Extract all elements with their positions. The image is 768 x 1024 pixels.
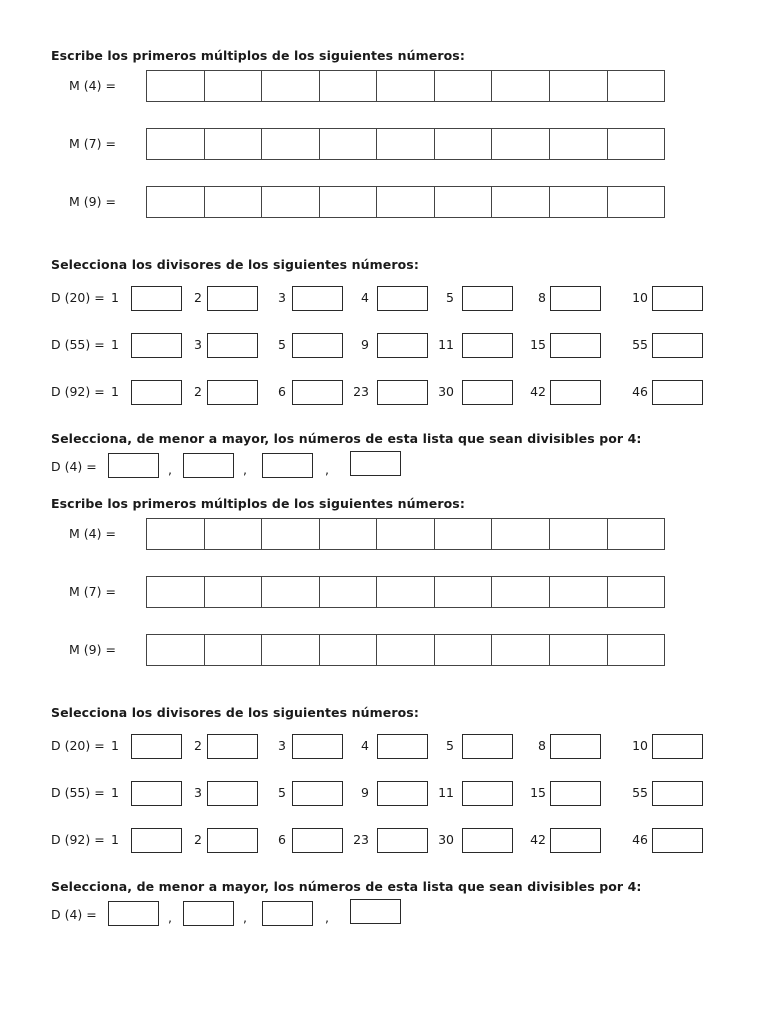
multiples-answer-grid	[146, 128, 665, 160]
answer-cell[interactable]	[147, 635, 205, 665]
answer-cell[interactable]	[205, 519, 263, 549]
separator-comma: ,	[168, 462, 172, 477]
divisible-answer-box[interactable]	[262, 901, 313, 926]
answer-cell[interactable]	[608, 635, 665, 665]
divisor-candidate: 55	[632, 337, 648, 352]
divisor-candidate: 9	[361, 785, 369, 800]
divisor-checkbox[interactable]	[462, 828, 513, 853]
divisor-candidate: 8	[538, 290, 546, 305]
separator-comma: ,	[325, 462, 329, 477]
answer-cell[interactable]	[147, 187, 205, 217]
answer-cell[interactable]	[320, 71, 378, 101]
divisor-checkbox[interactable]	[131, 286, 182, 311]
separator-comma: ,	[325, 910, 329, 925]
divisor-candidate: 9	[361, 337, 369, 352]
divisors-label: D (20) =	[51, 738, 105, 753]
answer-cell[interactable]	[147, 577, 205, 607]
divisor-checkbox[interactable]	[550, 286, 601, 311]
divisors-label: D (92) =	[51, 832, 105, 847]
divisor-checkbox[interactable]	[377, 380, 428, 405]
answer-cell[interactable]	[435, 129, 493, 159]
divisor-checkbox[interactable]	[292, 781, 343, 806]
answer-cell[interactable]	[608, 71, 665, 101]
divisors-instruction: Selecciona los divisores de los siguientes números:	[51, 705, 419, 720]
divisor-checkbox[interactable]	[377, 781, 428, 806]
separator-comma: ,	[243, 462, 247, 477]
answer-cell[interactable]	[435, 577, 493, 607]
multiples-label: M (9) =	[69, 194, 116, 209]
divisor-checkbox[interactable]	[292, 333, 343, 358]
divisor-candidate: 30	[438, 832, 454, 847]
divisor-candidate: 3	[194, 337, 202, 352]
divisor-candidate: 1	[111, 738, 119, 753]
divisible-answer-box[interactable]	[108, 453, 159, 478]
divisor-checkbox[interactable]	[462, 781, 513, 806]
answer-cell[interactable]	[492, 577, 550, 607]
divisor-checkbox[interactable]	[292, 380, 343, 405]
answer-cell[interactable]	[320, 129, 378, 159]
divisor-checkbox[interactable]	[377, 734, 428, 759]
multiples-answer-grid	[146, 634, 665, 666]
divisor-candidate: 1	[111, 337, 119, 352]
divisible-instruction: Selecciona, de menor a mayor, los números de esta lista que sean divisibles por 4:	[51, 431, 642, 446]
answer-cell[interactable]	[147, 129, 205, 159]
answer-cell[interactable]	[205, 129, 263, 159]
divisor-checkbox[interactable]	[377, 286, 428, 311]
answer-cell[interactable]	[205, 187, 263, 217]
multiples-label: M (7) =	[69, 136, 116, 151]
answer-cell[interactable]	[262, 577, 320, 607]
answer-cell[interactable]	[377, 187, 435, 217]
answer-cell[interactable]	[608, 187, 665, 217]
answer-cell[interactable]	[205, 71, 263, 101]
multiples-label: M (4) =	[69, 78, 116, 93]
answer-cell[interactable]	[435, 635, 493, 665]
answer-cell[interactable]	[550, 187, 608, 217]
multiples-answer-grid	[146, 518, 665, 550]
divisor-checkbox[interactable]	[462, 380, 513, 405]
answer-cell[interactable]	[147, 519, 205, 549]
answer-cell[interactable]	[262, 519, 320, 549]
divisor-candidate: 2	[194, 832, 202, 847]
divisor-candidate: 11	[438, 785, 454, 800]
divisor-checkbox[interactable]	[131, 333, 182, 358]
divisor-checkbox[interactable]	[652, 380, 703, 405]
answer-cell[interactable]	[608, 519, 665, 549]
answer-cell[interactable]	[435, 187, 493, 217]
answer-cell[interactable]	[435, 71, 493, 101]
divisor-candidate: 46	[632, 832, 648, 847]
divisor-checkbox[interactable]	[207, 781, 258, 806]
divisor-checkbox[interactable]	[550, 734, 601, 759]
answer-cell[interactable]	[435, 519, 493, 549]
divisor-checkbox[interactable]	[292, 286, 343, 311]
divisor-checkbox[interactable]	[652, 828, 703, 853]
divisible-answer-box[interactable]	[183, 901, 234, 926]
divisor-candidate: 4	[361, 290, 369, 305]
divisor-candidate: 10	[632, 290, 648, 305]
divisor-candidate: 46	[632, 384, 648, 399]
divisors-label: D (55) =	[51, 337, 105, 352]
answer-cell[interactable]	[550, 519, 608, 549]
answer-cell[interactable]	[608, 577, 665, 607]
divisor-checkbox[interactable]	[550, 380, 601, 405]
divisible-label: D (4) =	[51, 459, 97, 474]
divisor-candidate: 55	[632, 785, 648, 800]
divisor-checkbox[interactable]	[550, 333, 601, 358]
divisible-answer-box[interactable]	[262, 453, 313, 478]
divisible-answer-box[interactable]	[108, 901, 159, 926]
answer-cell[interactable]	[377, 577, 435, 607]
divisor-candidate: 30	[438, 384, 454, 399]
answer-cell[interactable]	[492, 187, 550, 217]
answer-cell[interactable]	[608, 129, 665, 159]
divisor-checkbox[interactable]	[652, 781, 703, 806]
divisor-checkbox[interactable]	[462, 286, 513, 311]
divisor-candidate: 6	[278, 832, 286, 847]
answer-cell[interactable]	[492, 129, 550, 159]
answer-cell[interactable]	[550, 71, 608, 101]
answer-cell[interactable]	[205, 635, 263, 665]
divisor-candidate: 42	[530, 832, 546, 847]
answer-cell[interactable]	[492, 635, 550, 665]
divisor-candidate: 5	[278, 337, 286, 352]
divisor-candidate: 11	[438, 337, 454, 352]
answer-cell[interactable]	[320, 519, 378, 549]
answer-cell[interactable]	[550, 129, 608, 159]
divisor-checkbox[interactable]	[462, 734, 513, 759]
divisor-candidate: 42	[530, 384, 546, 399]
multiples-answer-grid	[146, 576, 665, 608]
divisor-checkbox[interactable]	[652, 734, 703, 759]
answer-cell[interactable]	[550, 577, 608, 607]
divisor-checkbox[interactable]	[207, 828, 258, 853]
divisors-label: D (20) =	[51, 290, 105, 305]
divisor-candidate: 1	[111, 290, 119, 305]
divisor-candidate: 5	[278, 785, 286, 800]
divisor-candidate: 23	[353, 384, 369, 399]
divisor-checkbox[interactable]	[550, 781, 601, 806]
divisor-checkbox[interactable]	[652, 286, 703, 311]
divisor-candidate: 3	[278, 290, 286, 305]
answer-cell[interactable]	[262, 635, 320, 665]
divisible-instruction: Selecciona, de menor a mayor, los números de esta lista que sean divisibles por 4:	[51, 879, 642, 894]
divisor-candidate: 15	[530, 785, 546, 800]
multiples-label: M (7) =	[69, 584, 116, 599]
divisor-checkbox[interactable]	[207, 333, 258, 358]
answer-cell[interactable]	[205, 577, 263, 607]
answer-cell[interactable]	[377, 71, 435, 101]
divisor-candidate: 1	[111, 832, 119, 847]
divisor-checkbox[interactable]	[462, 333, 513, 358]
divisor-checkbox[interactable]	[377, 828, 428, 853]
divisor-candidate: 3	[194, 785, 202, 800]
divisible-answer-box[interactable]	[350, 451, 401, 476]
divisor-checkbox[interactable]	[207, 734, 258, 759]
divisor-candidate: 5	[446, 290, 454, 305]
divisor-candidate: 5	[446, 738, 454, 753]
divisor-checkbox[interactable]	[550, 828, 601, 853]
divisors-label: D (55) =	[51, 785, 105, 800]
divisor-candidate: 1	[111, 384, 119, 399]
divisor-checkbox[interactable]	[292, 734, 343, 759]
divisors-label: D (92) =	[51, 384, 105, 399]
divisor-candidate: 2	[194, 384, 202, 399]
answer-cell[interactable]	[377, 519, 435, 549]
multiples-label: M (4) =	[69, 526, 116, 541]
answer-cell[interactable]	[320, 635, 378, 665]
answer-cell[interactable]	[377, 129, 435, 159]
answer-cell[interactable]	[492, 71, 550, 101]
divisor-candidate: 2	[194, 290, 202, 305]
answer-cell[interactable]	[550, 635, 608, 665]
divisor-checkbox[interactable]	[131, 734, 182, 759]
answer-cell[interactable]	[147, 71, 205, 101]
divisor-candidate: 3	[278, 738, 286, 753]
divisor-checkbox[interactable]	[292, 828, 343, 853]
divisor-checkbox[interactable]	[377, 333, 428, 358]
multiples-label: M (9) =	[69, 642, 116, 657]
divisor-candidate: 8	[538, 738, 546, 753]
divisor-candidate: 2	[194, 738, 202, 753]
answer-cell[interactable]	[262, 187, 320, 217]
multiples-answer-grid	[146, 70, 665, 102]
divisible-answer-box[interactable]	[350, 899, 401, 924]
answer-cell[interactable]	[377, 635, 435, 665]
divisor-candidate: 6	[278, 384, 286, 399]
divisor-checkbox[interactable]	[652, 333, 703, 358]
separator-comma: ,	[168, 910, 172, 925]
divisor-checkbox[interactable]	[207, 380, 258, 405]
answer-cell[interactable]	[262, 71, 320, 101]
divisor-checkbox[interactable]	[131, 380, 182, 405]
answer-cell[interactable]	[262, 129, 320, 159]
divisor-candidate: 4	[361, 738, 369, 753]
divisor-checkbox[interactable]	[207, 286, 258, 311]
multiples-instruction: Escribe los primeros múltiplos de los siguientes números:	[51, 496, 465, 511]
answer-cell[interactable]	[320, 577, 378, 607]
divisor-candidate: 1	[111, 785, 119, 800]
divisor-candidate: 10	[632, 738, 648, 753]
divisible-label: D (4) =	[51, 907, 97, 922]
divisor-checkbox[interactable]	[131, 781, 182, 806]
answer-cell[interactable]	[320, 187, 378, 217]
multiples-instruction: Escribe los primeros múltiplos de los siguientes números:	[51, 48, 465, 63]
separator-comma: ,	[243, 910, 247, 925]
multiples-answer-grid	[146, 186, 665, 218]
divisors-instruction: Selecciona los divisores de los siguientes números:	[51, 257, 419, 272]
divisor-candidate: 23	[353, 832, 369, 847]
answer-cell[interactable]	[492, 519, 550, 549]
divisor-checkbox[interactable]	[131, 828, 182, 853]
divisor-candidate: 15	[530, 337, 546, 352]
divisible-answer-box[interactable]	[183, 453, 234, 478]
